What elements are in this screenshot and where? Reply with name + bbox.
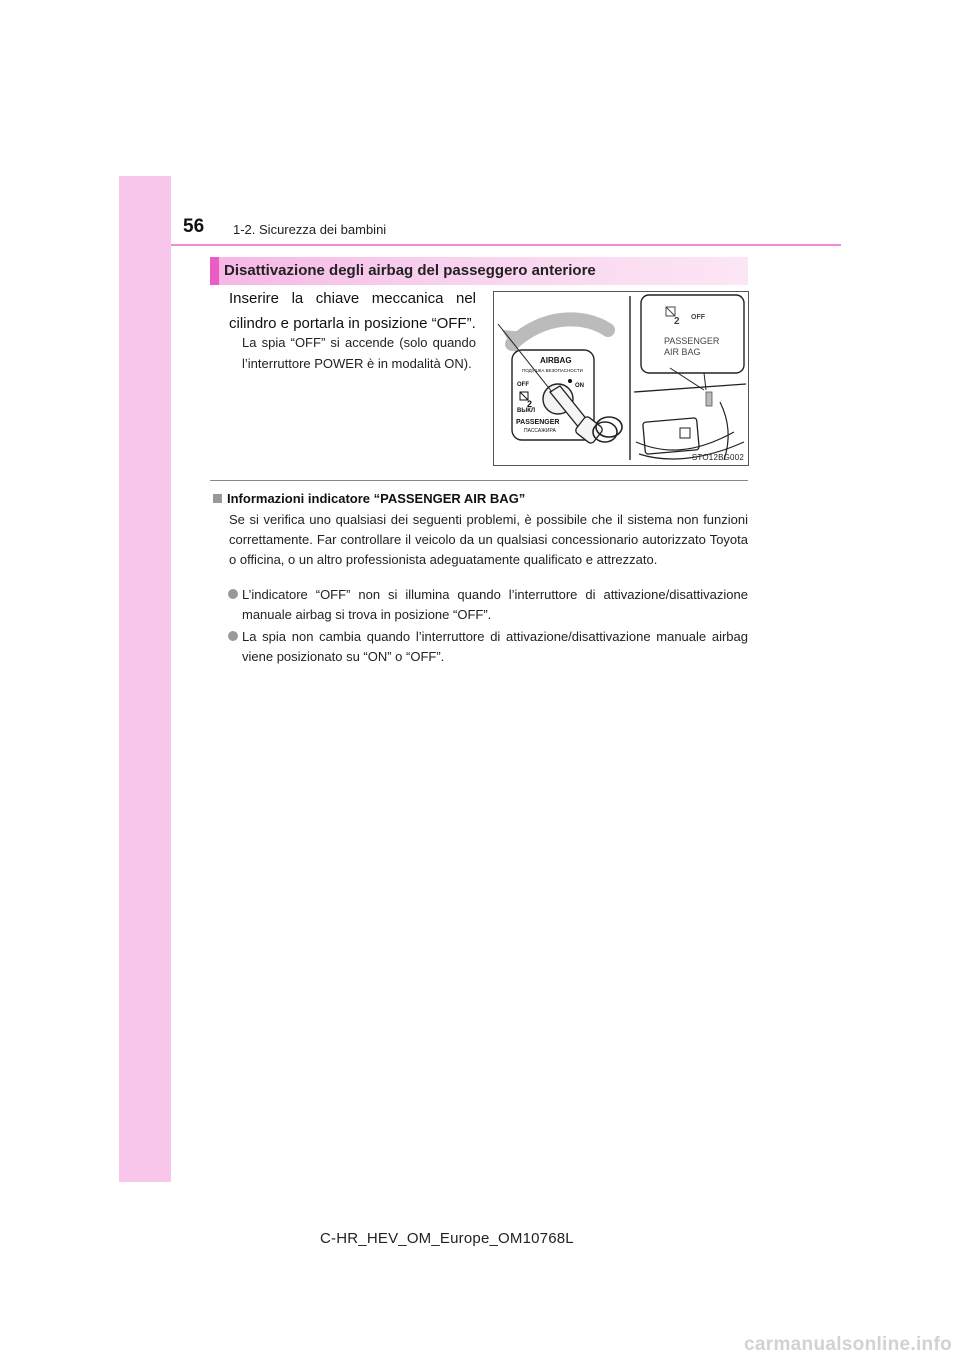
subsection-heading-bar	[210, 257, 748, 285]
circle-bullet-icon	[228, 631, 238, 641]
indicator-line1: PASSENGER	[664, 336, 720, 346]
info-heading	[213, 491, 525, 506]
footer-code: C-HR_HEV_OM_Europe_OM10768L	[320, 1230, 574, 1247]
section-title: 1-2. Sicurezza dei bambini	[233, 222, 387, 237]
side-tab-band	[119, 176, 171, 1182]
switch-passenger-label: PASSENGER	[516, 419, 560, 426]
indicator-callout	[641, 295, 744, 373]
switch-label-ru: ПОДУШКА БЕЗОПАСНОСТИ	[522, 368, 583, 373]
on-dot	[568, 379, 572, 383]
step-note: La spia “OFF” si accende (solo quando l’interruttore POWER è in modalità ON).	[242, 335, 476, 371]
subsection-title: Disattivazione degli airbag del passeggero anteriore	[224, 262, 596, 279]
header-rule	[171, 244, 841, 246]
switch-label-airbag: AIRBAG	[540, 356, 572, 365]
switch-passenger-ru-label: ПАССАЖИРА	[524, 428, 556, 434]
switch-off-label: OFF	[517, 382, 529, 388]
illustration-svg	[494, 292, 748, 465]
svg-text:2: 2	[674, 316, 680, 327]
circle-bullet-icon	[228, 589, 238, 599]
step-instruction: Inserire la chiave meccanica nel cilindro e portarla in posizione “OFF”.	[229, 290, 476, 332]
figure-code: STO12BG002	[691, 453, 744, 462]
switch-off-ru-label: ВЫКЛ	[517, 408, 536, 414]
indicator-line2: AIR BAG	[664, 347, 701, 357]
info-heading-text: Informazioni indicatore “PASSENGER AIR BAG”	[227, 491, 526, 506]
turn-arrow-icon	[512, 319, 608, 344]
watermark: carmanualsonline.info	[744, 1334, 952, 1355]
svg-text:2: 2	[527, 399, 533, 409]
bullet-item	[229, 585, 748, 625]
airbag-switch-illustration	[493, 291, 749, 466]
divider-rule	[210, 480, 748, 481]
indicator-position	[706, 392, 712, 406]
square-bullet-icon	[213, 494, 222, 503]
subsection-accent	[210, 257, 219, 285]
switch-on-label: ON	[575, 383, 584, 389]
bullet-item	[229, 627, 748, 667]
bullet-text: La spia non cambia quando l’interruttore di attivazione/disattivazione manuale airbag viene posizionato su “ON” o “OFF”.	[242, 629, 748, 664]
dash-line	[634, 384, 746, 392]
page-number: 56	[183, 216, 205, 237]
indicator-off-label: OFF	[691, 314, 705, 321]
bullet-text: L’indicatore “OFF” non si illumina quando l’interruttore di attivazione/disattivazione manuale airbag si trova in posizione “OFF”.	[242, 587, 748, 622]
info-paragraph: Se si verifica uno qualsiasi dei seguenti problemi, è possibile che il sistema non funzioni correttamente. Far controllare il veicolo da un qualsiasi concessionario autorizzato Toyota o officina, o un altro professionista adeguatamente qualificato e attrezzato.	[229, 512, 748, 567]
